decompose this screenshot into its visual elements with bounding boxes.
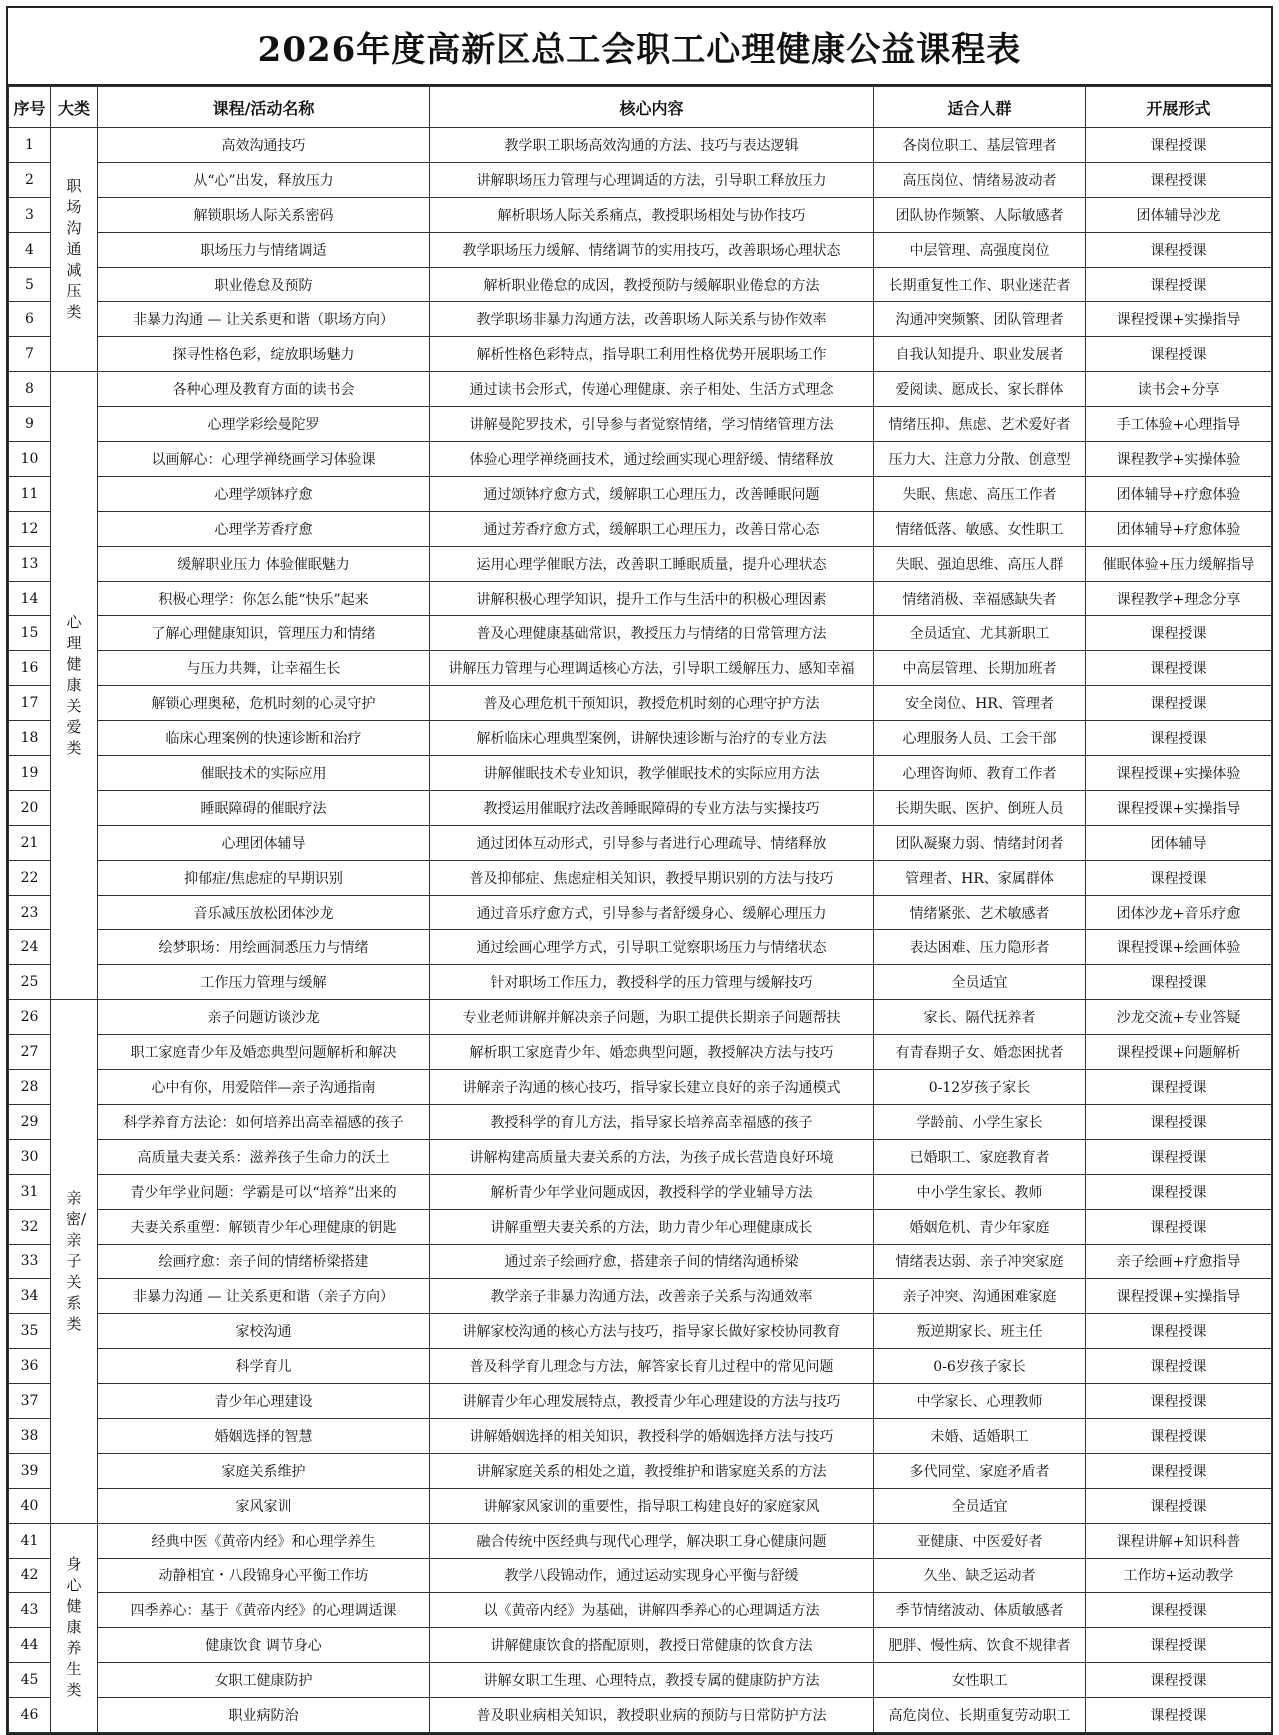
core-content: 运用心理学催眠方法，改善职工睡眠质量，提升心理状态: [430, 546, 874, 581]
table-row: [9, 1244, 1272, 1279]
target-audience: 管理者、HR、家属群体: [874, 860, 1086, 895]
target-audience: 亚健康、中医爱好者: [874, 1523, 1086, 1558]
target-audience: 女性职工: [874, 1663, 1086, 1698]
course-name: 抑郁症/焦虑症的早期识别: [98, 860, 430, 895]
table-row: [9, 1488, 1272, 1523]
course-name: 心中有你，用爱陪伴—亲子沟通指南: [98, 1070, 430, 1105]
core-content: 解析职场人际关系痛点，教授职场相处与协作技巧: [430, 197, 874, 232]
core-content: 普及心理健康基础常识，教授压力与情绪的日常管理方法: [430, 616, 874, 651]
delivery-format: 课程授课: [1086, 965, 1272, 1000]
core-content: 教学亲子非暴力沟通方法，改善亲子关系与沟通效率: [430, 1279, 874, 1314]
delivery-format: 亲子绘画+疗愈指导: [1086, 1244, 1272, 1279]
category-label: 心理健康关爱类: [66, 613, 82, 758]
delivery-format: 课程授课+实操体验: [1086, 756, 1272, 791]
table-row: [9, 721, 1272, 756]
row-number: 41: [9, 1523, 51, 1558]
table-row: [9, 1628, 1272, 1663]
core-content: 通过芳香疗愈方式，缓解职工心理压力，改善日常心态: [430, 511, 874, 546]
header-no: 序号: [9, 87, 51, 128]
row-number: 28: [9, 1070, 51, 1105]
course-name: 经典中医《黄帝内经》和心理学养生: [98, 1523, 430, 1558]
row-number: 19: [9, 756, 51, 791]
category-label: 身心健康养生类: [66, 1555, 82, 1700]
row-number: 4: [9, 232, 51, 267]
core-content: 讲解催眠技术专业知识，教学催眠技术的实际应用方法: [430, 756, 874, 791]
row-number: 14: [9, 581, 51, 616]
table-row: [9, 1384, 1272, 1419]
core-content: 讲解曼陀罗技术，引导参与者觉察情绪，学习情绪管理方法: [430, 407, 874, 442]
core-content: 普及职业病相关知识，教授职业病的预防与日常防护方法: [430, 1698, 874, 1733]
course-name: 女职工健康防护: [98, 1663, 430, 1698]
course-name: 心理学芳香疗愈: [98, 511, 430, 546]
course-name: 职工家庭青少年及婚恋典型问题解析和解决: [98, 1035, 430, 1070]
row-number: 33: [9, 1244, 51, 1279]
target-audience: 安全岗位、HR、管理者: [874, 686, 1086, 721]
core-content: 解析青少年学业问题成因，教授科学的学业辅导方法: [430, 1174, 874, 1209]
course-name: 青少年学业问题：学霸是可以“培养”出来的: [98, 1174, 430, 1209]
row-number: 25: [9, 965, 51, 1000]
target-audience: 全员适宜、尤其新职工: [874, 616, 1086, 651]
row-number: 39: [9, 1453, 51, 1488]
delivery-format: 课程授课+实操指导: [1086, 790, 1272, 825]
target-audience: 心理咨询师、教育工作者: [874, 756, 1086, 791]
row-number: 27: [9, 1035, 51, 1070]
row-number: 26: [9, 1000, 51, 1035]
course-name: 解锁心理奥秘，危机时刻的心灵守护: [98, 686, 430, 721]
delivery-format: 课程授课: [1086, 860, 1272, 895]
core-content: 讲解重塑夫妻关系的方法，助力青少年心理健康成长: [430, 1209, 874, 1244]
core-content: 讲解家庭关系的相处之道，教授维护和谐家庭关系的方法: [430, 1453, 874, 1488]
table-row: [9, 860, 1272, 895]
course-name: 高效沟通技巧: [98, 128, 430, 163]
row-number: 30: [9, 1139, 51, 1174]
table-row: [9, 616, 1272, 651]
row-number: 15: [9, 616, 51, 651]
course-name: 科学育儿: [98, 1349, 430, 1384]
row-number: 22: [9, 860, 51, 895]
core-content: 讲解婚姻选择的相关知识，教授科学的婚姻选择方法与技巧: [430, 1418, 874, 1453]
delivery-format: 课程讲解+知识科普: [1086, 1523, 1272, 1558]
course-name: 探寻性格色彩，绽放职场魅力: [98, 337, 430, 372]
delivery-format: 课程授课: [1086, 267, 1272, 302]
core-content: 讲解职场压力管理与心理调适的方法，引导职工释放压力: [430, 162, 874, 197]
table-row: [9, 1418, 1272, 1453]
core-content: 解析性格色彩特点，指导职工利用性格优势开展职场工作: [430, 337, 874, 372]
target-audience: 心理服务人员、工会干部: [874, 721, 1086, 756]
target-audience: 0-12岁孩子家长: [874, 1070, 1086, 1105]
row-number: 31: [9, 1174, 51, 1209]
target-audience: 季节情绪波动、体质敏感者: [874, 1593, 1086, 1628]
course-name: 夫妻关系重塑：解锁青少年心理健康的钥匙: [98, 1209, 430, 1244]
row-number: 21: [9, 825, 51, 860]
row-number: 32: [9, 1209, 51, 1244]
delivery-format: 课程授课: [1086, 1209, 1272, 1244]
target-audience: 爱阅读、愿成长、家长群体: [874, 372, 1086, 407]
row-number: 17: [9, 686, 51, 721]
row-number: 12: [9, 511, 51, 546]
core-content: 通过颂钵疗愈方式，缓解职工心理压力，改善睡眠问题: [430, 476, 874, 511]
target-audience: 表达困难、压力隐形者: [874, 930, 1086, 965]
table-row: [9, 1000, 1272, 1035]
delivery-format: 团体辅导: [1086, 825, 1272, 860]
target-audience: 已婚职工、家庭教育者: [874, 1139, 1086, 1174]
delivery-format: 课程授课: [1086, 1174, 1272, 1209]
delivery-format: 课程授课: [1086, 1139, 1272, 1174]
table-row: [9, 1663, 1272, 1698]
delivery-format: 课程授课: [1086, 1628, 1272, 1663]
core-content: 教学八段锦动作，通过运动实现身心平衡与舒缓: [430, 1558, 874, 1593]
course-name: 绘梦职场：用绘画洞悉压力与情绪: [98, 930, 430, 965]
target-audience: 中高层管理、长期加班者: [874, 651, 1086, 686]
target-audience: 有青春期子女、婚恋困扰者: [874, 1035, 1086, 1070]
course-name: 绘画疗愈：亲子间的情绪桥梁搭建: [98, 1244, 430, 1279]
target-audience: 情绪消极、幸福感缺失者: [874, 581, 1086, 616]
course-name: 以画解心：心理学禅绕画学习体验课: [98, 442, 430, 477]
table-row: [9, 965, 1272, 1000]
core-content: 通过读书会形式，传递心理健康、亲子相处、生活方式理念: [430, 372, 874, 407]
delivery-format: 团体沙龙+音乐疗愈: [1086, 895, 1272, 930]
table-row: [9, 1698, 1272, 1733]
row-number: 23: [9, 895, 51, 930]
course-name: 动静相宜・八段锦身心平衡工作坊: [98, 1558, 430, 1593]
delivery-format: 课程授课: [1086, 1349, 1272, 1384]
delivery-format: 课程授课: [1086, 232, 1272, 267]
delivery-format: 课程授课: [1086, 616, 1272, 651]
core-content: 解析职业倦怠的成因，教授预防与缓解职业倦怠的方法: [430, 267, 874, 302]
table-row: [9, 1279, 1272, 1314]
course-name: 解锁职场人际关系密码: [98, 197, 430, 232]
category-label: 职场沟通减压类: [66, 177, 82, 322]
category-cell: [51, 372, 98, 1000]
core-content: 讲解积极心理学知识，提升工作与生活中的积极心理因素: [430, 581, 874, 616]
row-number: 16: [9, 651, 51, 686]
course-name: 家风家训: [98, 1488, 430, 1523]
delivery-format: 课程授课+问题解析: [1086, 1035, 1272, 1070]
course-name: 亲子问题访谈沙龙: [98, 1000, 430, 1035]
row-number: 7: [9, 337, 51, 372]
table-row: [9, 895, 1272, 930]
table-row: [9, 1314, 1272, 1349]
delivery-format: 课程授课: [1086, 1104, 1272, 1139]
delivery-format: 课程授课+绘画体验: [1086, 930, 1272, 965]
table-row: [9, 546, 1272, 581]
row-number: 29: [9, 1104, 51, 1139]
table-row: [9, 686, 1272, 721]
core-content: 针对职场工作压力，教授科学的压力管理与缓解技巧: [430, 965, 874, 1000]
course-table: [8, 86, 1272, 1733]
row-number: 13: [9, 546, 51, 581]
target-audience: 婚姻危机、青少年家庭: [874, 1209, 1086, 1244]
course-name: 健康饮食 调节身心: [98, 1628, 430, 1663]
category-cell: [51, 1000, 98, 1523]
table-header-row: [9, 87, 1272, 128]
table-row: [9, 825, 1272, 860]
header-audience: 适合人群: [874, 87, 1086, 128]
table-row: [9, 1349, 1272, 1384]
row-number: 1: [9, 128, 51, 163]
delivery-format: 课程教学+实操体验: [1086, 442, 1272, 477]
course-name: 心理学颂钵疗愈: [98, 476, 430, 511]
core-content: 教授科学的育儿方法，指导家长培养高幸福感的孩子: [430, 1104, 874, 1139]
row-number: 40: [9, 1488, 51, 1523]
category-cell: [51, 128, 98, 372]
core-content: 通过亲子绘画疗愈，搭建亲子间的情绪沟通桥梁: [430, 1244, 874, 1279]
course-name: 心理学彩绘曼陀罗: [98, 407, 430, 442]
target-audience: 肥胖、慢性病、饮食不规律者: [874, 1628, 1086, 1663]
target-audience: 中小学生家长、教师: [874, 1174, 1086, 1209]
delivery-format: 课程授课+实操指导: [1086, 302, 1272, 337]
delivery-format: 课程授课: [1086, 721, 1272, 756]
row-number: 42: [9, 1558, 51, 1593]
category-label: 亲密/亲子关系类: [66, 1188, 87, 1333]
row-number: 9: [9, 407, 51, 442]
core-content: 讲解健康饮食的搭配原则，教授日常健康的饮食方法: [430, 1628, 874, 1663]
target-audience: 情绪紧张、艺术敏感者: [874, 895, 1086, 930]
target-audience: 沟通冲突频繁、团队管理者: [874, 302, 1086, 337]
course-name: 职场压力与情绪调适: [98, 232, 430, 267]
delivery-format: 手工体验+心理指导: [1086, 407, 1272, 442]
delivery-format: 团体辅导+疗愈体验: [1086, 511, 1272, 546]
row-number: 34: [9, 1279, 51, 1314]
row-number: 2: [9, 162, 51, 197]
core-content: 融合传统中医经典与现代心理学，解决职工身心健康问题: [430, 1523, 874, 1558]
row-number: 44: [9, 1628, 51, 1663]
row-number: 6: [9, 302, 51, 337]
delivery-format: 课程授课+实操指导: [1086, 1279, 1272, 1314]
target-audience: 家长、隔代抚养者: [874, 1000, 1086, 1035]
table-row: [9, 1523, 1272, 1558]
row-number: 18: [9, 721, 51, 756]
table-row: [9, 511, 1272, 546]
header-category: 大类: [51, 87, 98, 128]
core-content: 教学职场压力缓解、情绪调节的实用技巧，改善职场心理状态: [430, 232, 874, 267]
table-row: [9, 651, 1272, 686]
target-audience: 情绪低落、敏感、女性职工: [874, 511, 1086, 546]
row-number: 45: [9, 1663, 51, 1698]
course-name: 催眠技术的实际应用: [98, 756, 430, 791]
delivery-format: 课程授课: [1086, 686, 1272, 721]
table-row: [9, 1174, 1272, 1209]
target-audience: 0-6岁孩子家长: [874, 1349, 1086, 1384]
table-body: [9, 128, 1272, 1733]
row-number: 38: [9, 1418, 51, 1453]
delivery-format: 催眠体验+压力缓解指导: [1086, 546, 1272, 581]
table-row: [9, 1558, 1272, 1593]
course-name: 各种心理及教育方面的读书会: [98, 372, 430, 407]
delivery-format: 沙龙交流+专业答疑: [1086, 1000, 1272, 1035]
row-number: 10: [9, 442, 51, 477]
target-audience: 失眠、焦虑、高压工作者: [874, 476, 1086, 511]
target-audience: 学龄前、小学生家长: [874, 1104, 1086, 1139]
delivery-format: 课程授课: [1086, 1384, 1272, 1419]
header-content: 核心内容: [430, 87, 874, 128]
core-content: 以《黄帝内经》为基础，讲解四季养心的心理调适方法: [430, 1593, 874, 1628]
core-content: 讲解亲子沟通的核心技巧，指导家长建立良好的亲子沟通模式: [430, 1070, 874, 1105]
target-audience: 长期失眠、医护、倒班人员: [874, 790, 1086, 825]
delivery-format: 课程授课: [1086, 1488, 1272, 1523]
core-content: 讲解家校沟通的核心方法与技巧，指导家长做好家校协同教育: [430, 1314, 874, 1349]
delivery-format: 课程授课: [1086, 337, 1272, 372]
core-content: 教授运用催眠疗法改善睡眠障碍的专业方法与实操技巧: [430, 790, 874, 825]
target-audience: 全员适宜: [874, 1488, 1086, 1523]
course-name: 工作压力管理与缓解: [98, 965, 430, 1000]
target-audience: 压力大、注意力分散、创意型: [874, 442, 1086, 477]
delivery-format: 读书会+分享: [1086, 372, 1272, 407]
core-content: 普及抑郁症、焦虑症相关知识，教授早期识别的方法与技巧: [430, 860, 874, 895]
target-audience: 长期重复性工作、职业迷茫者: [874, 267, 1086, 302]
row-number: 36: [9, 1349, 51, 1384]
row-number: 20: [9, 790, 51, 825]
course-name: 音乐减压放松团体沙龙: [98, 895, 430, 930]
course-name: 非暴力沟通 — 让关系更和谐（亲子方向）: [98, 1279, 430, 1314]
table-row: [9, 581, 1272, 616]
delivery-format: 课程授课: [1086, 1698, 1272, 1733]
table-row: [9, 1209, 1272, 1244]
target-audience: 高危岗位、长期重复劳动职工: [874, 1698, 1086, 1733]
core-content: 普及心理危机干预知识，教授危机时刻的心理守护方法: [430, 686, 874, 721]
table-row: [9, 1035, 1272, 1070]
row-number: 8: [9, 372, 51, 407]
course-name: 四季养心：基于《黄帝内经》的心理调适课: [98, 1593, 430, 1628]
delivery-format: 课程授课: [1086, 162, 1272, 197]
row-number: 11: [9, 476, 51, 511]
delivery-format: 课程授课: [1086, 1663, 1272, 1698]
row-number: 35: [9, 1314, 51, 1349]
core-content: 通过绘画心理学方式，引导职工觉察职场压力与情绪状态: [430, 930, 874, 965]
course-name: 职业倦怠及预防: [98, 267, 430, 302]
delivery-format: 课程授课: [1086, 1418, 1272, 1453]
core-content: 讲解家风家训的重要性，指导职工构建良好的家庭家风: [430, 1488, 874, 1523]
course-name: 从“心”出发，释放压力: [98, 162, 430, 197]
core-content: 讲解压力管理与心理调适核心方法，引导职工缓解压力、感知幸福: [430, 651, 874, 686]
delivery-format: 团体辅导沙龙: [1086, 197, 1272, 232]
delivery-format: 课程授课: [1086, 1593, 1272, 1628]
core-content: 解析临床心理典型案例，讲解快速诊断与治疗的专业方法: [430, 721, 874, 756]
row-number: 43: [9, 1593, 51, 1628]
table-row: [9, 1593, 1272, 1628]
target-audience: 久坐、缺乏运动者: [874, 1558, 1086, 1593]
table-row: [9, 1070, 1272, 1105]
delivery-format: 课程教学+理念分享: [1086, 581, 1272, 616]
table-row: [9, 197, 1272, 232]
course-name: 缓解职业压力 体验催眠魅力: [98, 546, 430, 581]
target-audience: 高压岗位、情绪易波动者: [874, 162, 1086, 197]
delivery-format: 课程授课: [1086, 651, 1272, 686]
target-audience: 失眠、强迫思维、高压人群: [874, 546, 1086, 581]
table-row: [9, 930, 1272, 965]
row-number: 5: [9, 267, 51, 302]
table-row: [9, 756, 1272, 791]
core-content: 教学职工职场高效沟通的方法、技巧与表达逻辑: [430, 128, 874, 163]
course-name: 临床心理案例的快速诊断和治疗: [98, 721, 430, 756]
course-name: 婚姻选择的智慧: [98, 1418, 430, 1453]
table-row: [9, 442, 1272, 477]
table-row: [9, 1139, 1272, 1174]
delivery-format: 课程授课: [1086, 128, 1272, 163]
course-name: 与压力共舞，让幸福生长: [98, 651, 430, 686]
header-format: 开展形式: [1086, 87, 1272, 128]
category-cell: [51, 1523, 98, 1732]
table-row: [9, 372, 1272, 407]
table-row: [9, 337, 1272, 372]
core-content: 通过音乐疗愈方式，引导参与者舒缓身心、缓解心理压力: [430, 895, 874, 930]
row-number: 24: [9, 930, 51, 965]
target-audience: 团队协作频繁、人际敏感者: [874, 197, 1086, 232]
course-name: 睡眠障碍的催眠疗法: [98, 790, 430, 825]
course-name: 青少年心理建设: [98, 1384, 430, 1419]
core-content: 讲解女职工生理、心理特点，教授专属的健康防护方法: [430, 1663, 874, 1698]
target-audience: 自我认知提升、职业发展者: [874, 337, 1086, 372]
course-name: 积极心理学：你怎么能“快乐”起来: [98, 581, 430, 616]
core-content: 解析职工家庭青少年、婚恋典型问题，教授解决方法与技巧: [430, 1035, 874, 1070]
target-audience: 团队凝聚力弱、情绪封闭者: [874, 825, 1086, 860]
target-audience: 中层管理、高强度岗位: [874, 232, 1086, 267]
row-number: 37: [9, 1384, 51, 1419]
table-row: [9, 267, 1272, 302]
table-row: [9, 790, 1272, 825]
target-audience: 多代同堂、家庭矛盾者: [874, 1453, 1086, 1488]
table-row: [9, 476, 1272, 511]
table-row: [9, 232, 1272, 267]
course-name: 非暴力沟通 — 让关系更和谐（职场方向）: [98, 302, 430, 337]
target-audience: 情绪表达弱、亲子冲突家庭: [874, 1244, 1086, 1279]
core-content: 体验心理学禅绕画技术，通过绘画实现心理舒缓、情绪释放: [430, 442, 874, 477]
schedule-sheet: [6, 6, 1273, 1735]
target-audience: 情绪压抑、焦虑、艺术爱好者: [874, 407, 1086, 442]
core-content: 教学职场非暴力沟通方法，改善职场人际关系与协作效率: [430, 302, 874, 337]
table-row: [9, 1104, 1272, 1139]
course-name: 了解心理健康知识，管理压力和情绪: [98, 616, 430, 651]
course-name: 家庭关系维护: [98, 1453, 430, 1488]
delivery-format: 课程授课: [1086, 1314, 1272, 1349]
delivery-format: 团体辅导+疗愈体验: [1086, 476, 1272, 511]
delivery-format: 工作坊+运动教学: [1086, 1558, 1272, 1593]
row-number: 46: [9, 1698, 51, 1733]
table-row: [9, 1453, 1272, 1488]
target-audience: 全员适宜: [874, 965, 1086, 1000]
course-name: 高质量夫妻关系：滋养孩子生命力的沃土: [98, 1139, 430, 1174]
target-audience: 各岗位职工、基层管理者: [874, 128, 1086, 163]
course-name: 心理团体辅导: [98, 825, 430, 860]
core-content: 专业老师讲解并解决亲子问题，为职工提供长期亲子问题帮扶: [430, 1000, 874, 1035]
table-row: [9, 407, 1272, 442]
target-audience: 叛逆期家长、班主任: [874, 1314, 1086, 1349]
row-number: 3: [9, 197, 51, 232]
table-row: [9, 162, 1272, 197]
delivery-format: 课程授课: [1086, 1070, 1272, 1105]
core-content: 讲解构建高质量夫妻关系的方法，为孩子成长营造良好环境: [430, 1139, 874, 1174]
target-audience: 亲子冲突、沟通困难家庭: [874, 1279, 1086, 1314]
course-name: 家校沟通: [98, 1314, 430, 1349]
page-title: 2026年度高新区总工会职工心理健康公益课程表: [8, 8, 1271, 86]
target-audience: 中学家长、心理教师: [874, 1384, 1086, 1419]
core-content: 普及科学育儿理念与方法，解答家长育儿过程中的常见问题: [430, 1349, 874, 1384]
header-name: 课程/活动名称: [98, 87, 430, 128]
course-name: 职业病防治: [98, 1698, 430, 1733]
table-row: [9, 128, 1272, 163]
table-row: [9, 302, 1272, 337]
core-content: 讲解青少年心理发展特点，教授青少年心理建设的方法与技巧: [430, 1384, 874, 1419]
course-name: 科学养育方法论：如何培养出高幸福感的孩子: [98, 1104, 430, 1139]
delivery-format: 课程授课: [1086, 1453, 1272, 1488]
core-content: 通过团体互动形式，引导参与者进行心理疏导、情绪释放: [430, 825, 874, 860]
target-audience: 未婚、适婚职工: [874, 1418, 1086, 1453]
